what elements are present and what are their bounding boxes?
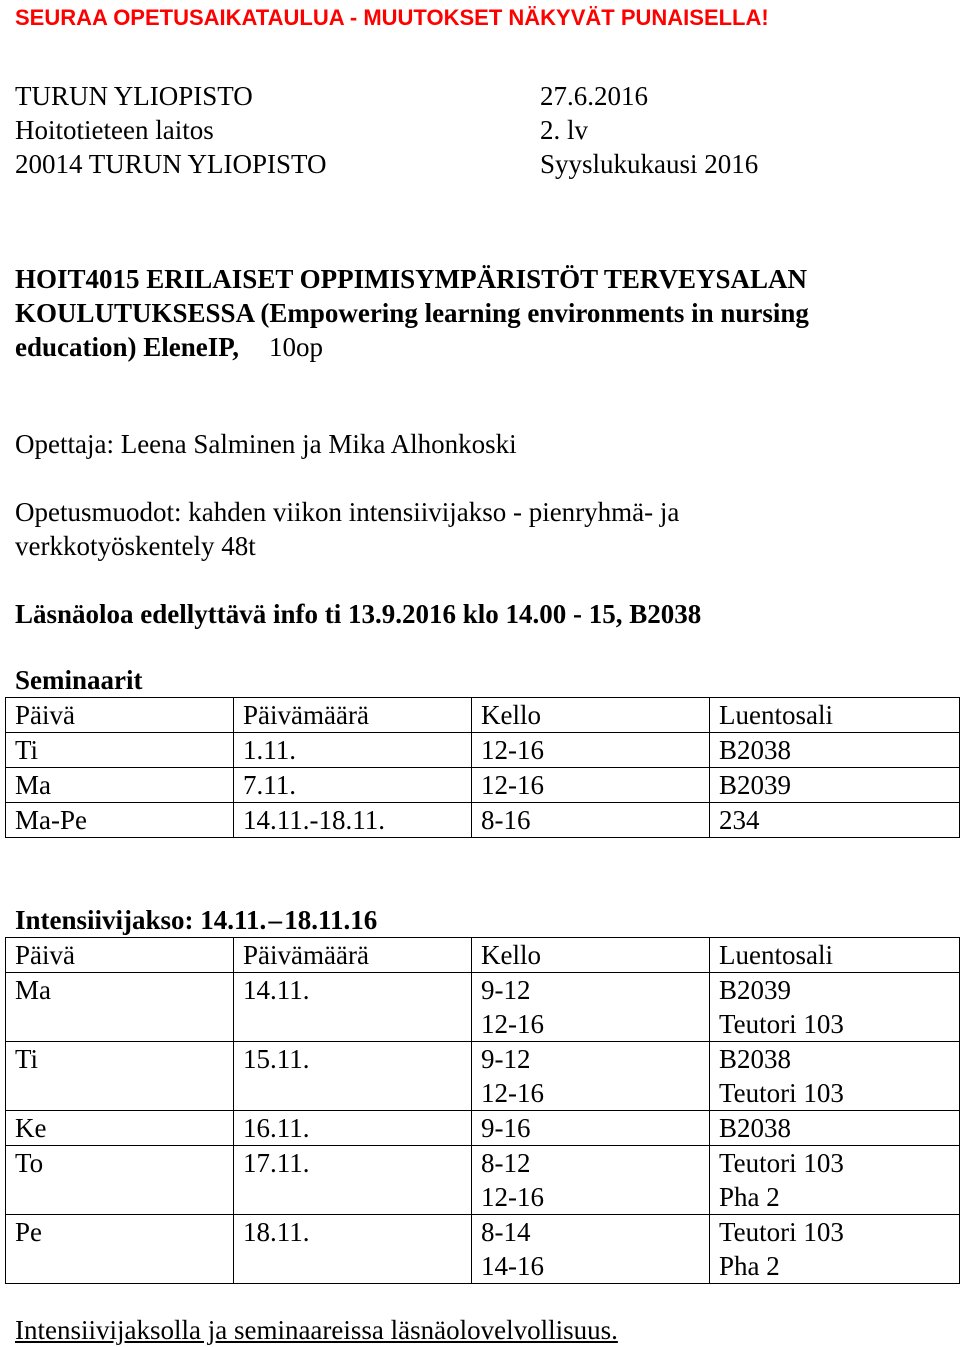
document-header xyxy=(15,79,915,181)
date-cell: 14.11.-18.11. xyxy=(234,803,472,838)
time-slot: 9-12 xyxy=(481,1044,531,1074)
time-cell xyxy=(472,1215,710,1284)
table-row xyxy=(6,768,960,803)
room-cell: 234 xyxy=(710,803,960,838)
date-cell: 1.11. xyxy=(234,733,472,768)
day-cell: Ma xyxy=(6,768,234,803)
table-row xyxy=(6,733,960,768)
room-cell: B2039 xyxy=(710,768,960,803)
table-row xyxy=(6,1215,960,1284)
column-header: Päivämäärä xyxy=(234,938,472,973)
header-row xyxy=(15,113,915,147)
time-cell xyxy=(472,1111,710,1146)
column-header: Kello xyxy=(472,698,710,733)
time-slot: 12-16 xyxy=(481,1009,544,1039)
change-notice: SEURAA OPETUSAIKATAULUA - MUUTOKSET NÄKYVÄT PUNAISELLA! xyxy=(15,5,769,30)
postal-address: 20014 TURUN YLIOPISTO xyxy=(15,149,327,179)
seminars-table xyxy=(5,697,960,838)
room-slot: Pha 2 xyxy=(719,1182,780,1212)
room-cell xyxy=(710,1146,960,1215)
table-row xyxy=(6,1042,960,1111)
time-cell: 12-16 xyxy=(472,733,710,768)
version: 2. lv xyxy=(540,115,589,145)
room-cell xyxy=(710,973,960,1042)
room-slot: Teutori 103 xyxy=(719,1217,844,1247)
day-cell: Ti xyxy=(6,733,234,768)
column-header: Kello xyxy=(472,938,710,973)
room-slot: B2039 xyxy=(719,975,792,1005)
table-row xyxy=(6,973,960,1042)
date-cell: 14.11. xyxy=(234,973,472,1042)
day-cell: Ti xyxy=(6,1042,234,1111)
course-title xyxy=(15,262,935,364)
day-cell: Ke xyxy=(6,1111,234,1146)
table-header-row xyxy=(6,698,960,733)
room-slot: B2038 xyxy=(719,1113,792,1143)
document-date: 27.6.2016 xyxy=(540,81,648,111)
room-cell xyxy=(710,1042,960,1111)
time-slot: 14-16 xyxy=(481,1251,544,1281)
table-header-row xyxy=(6,938,960,973)
room-slot: Teutori 103 xyxy=(719,1078,844,1108)
time-slot: 9-16 xyxy=(481,1113,531,1143)
date-cell: 16.11. xyxy=(234,1111,472,1146)
date-cell: 18.11. xyxy=(234,1215,472,1284)
time-slot: 12-16 xyxy=(481,1078,544,1108)
time-slot: 9-12 xyxy=(481,975,531,1005)
room-cell xyxy=(710,1111,960,1146)
header-row xyxy=(15,147,915,181)
time-cell: 12-16 xyxy=(472,768,710,803)
time-cell xyxy=(472,1146,710,1215)
time-cell xyxy=(472,1042,710,1111)
attendance-info: Läsnäoloa edellyttävä info ti 13.9.2016 klo 14.00 - 15, B2038 xyxy=(15,599,702,629)
day-cell: To xyxy=(6,1146,234,1215)
table-row xyxy=(6,1111,960,1146)
time-slot: 8-14 xyxy=(481,1217,531,1247)
teaching-methods-line1: Opetusmuodot: kahden viikon intensiivijakso - pienryhmä- ja xyxy=(15,497,680,527)
time-cell xyxy=(472,973,710,1042)
semester: Syyslukukausi 2016 xyxy=(540,149,759,179)
attendance-requirement-note: Intensiivijaksolla ja seminaareissa läsnäolovelvollisuus. xyxy=(15,1315,618,1345)
date-cell: 15.11. xyxy=(234,1042,472,1111)
room-slot: Pha 2 xyxy=(719,1251,780,1281)
table-row xyxy=(6,1146,960,1215)
room-cell xyxy=(710,1215,960,1284)
column-header: Päivämäärä xyxy=(234,698,472,733)
time-slot: 8-12 xyxy=(481,1148,531,1178)
header-row xyxy=(15,79,915,113)
room-cell: B2038 xyxy=(710,733,960,768)
teacher-line: Opettaja: Leena Salminen ja Mika Alhonkoski xyxy=(15,429,517,459)
room-slot: Teutori 103 xyxy=(719,1148,844,1178)
day-cell: Ma xyxy=(6,973,234,1042)
day-cell: Ma-Pe xyxy=(6,803,234,838)
day-cell: Pe xyxy=(6,1215,234,1284)
column-header: Päivä xyxy=(6,938,234,973)
seminars-heading: Seminaarit xyxy=(15,665,143,695)
room-slot: Teutori 103 xyxy=(719,1009,844,1039)
university-name: TURUN YLIOPISTO xyxy=(15,81,253,111)
room-slot: B2038 xyxy=(719,1044,792,1074)
course-name: HOIT4015 ERILAISET OPPIMISYMPÄRISTÖT TERVEYSALAN KOULUTUKSESSA (Empowering learning environments in nursing education) EleneIP, xyxy=(15,264,809,362)
course-credits: 10op xyxy=(269,332,324,362)
intensive-heading: Intensiivijakso: 14.11. – 18.11.16 xyxy=(15,905,378,935)
time-slot: 12-16 xyxy=(481,1182,544,1212)
column-header: Luentosali xyxy=(710,698,960,733)
column-header: Päivä xyxy=(6,698,234,733)
intensive-table xyxy=(5,937,960,1284)
column-header: Luentosali xyxy=(710,938,960,973)
table-row xyxy=(6,803,960,838)
date-cell: 17.11. xyxy=(234,1146,472,1215)
time-cell: 8-16 xyxy=(472,803,710,838)
date-cell: 7.11. xyxy=(234,768,472,803)
teaching-methods-line2: verkkotyöskentely 48t xyxy=(15,531,256,561)
department-name: Hoitotieteen laitos xyxy=(15,115,214,145)
